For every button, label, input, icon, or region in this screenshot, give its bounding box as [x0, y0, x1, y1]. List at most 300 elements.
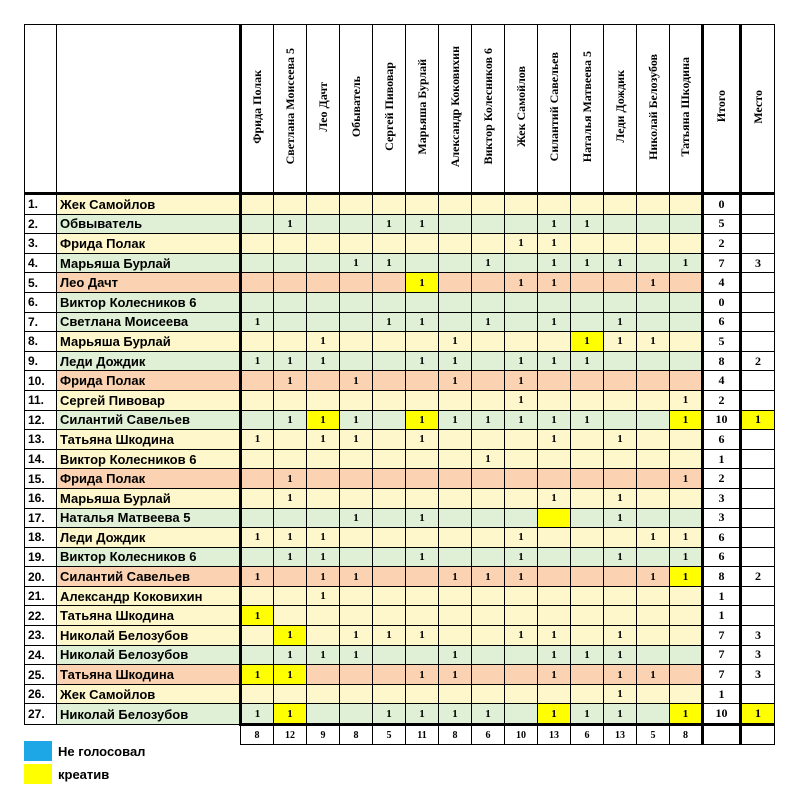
vote-cell: [439, 488, 472, 508]
vote-cell: [571, 312, 604, 332]
vote-cell: [604, 234, 637, 254]
row-place: 2: [741, 567, 775, 587]
vote-cell: [307, 508, 340, 528]
table-row: [25, 704, 775, 725]
vote-cell: 1: [307, 547, 340, 567]
vote-cell: [340, 704, 373, 725]
vote-cell: 1: [439, 410, 472, 430]
vote-cell: 1: [670, 567, 703, 587]
vote-cell: [307, 665, 340, 685]
column-total: 5: [373, 725, 406, 745]
vote-cell: [406, 684, 439, 704]
vote-cell: [670, 488, 703, 508]
vote-cell: [538, 332, 571, 352]
vote-cell: [241, 469, 274, 489]
column-header-label: Фрида Полак: [250, 69, 264, 144]
vote-cell: 1: [604, 488, 637, 508]
place-header: [741, 25, 775, 194]
vote-cell: 1: [274, 488, 307, 508]
vote-cell: [505, 704, 538, 725]
vote-cell: 1: [307, 410, 340, 430]
column-header: [340, 25, 373, 194]
vote-cell: [373, 528, 406, 548]
row-place: [741, 586, 775, 606]
vote-cell: [604, 273, 637, 293]
vote-cell: 1: [307, 332, 340, 352]
vote-cell: [274, 312, 307, 332]
vote-cell: [571, 234, 604, 254]
row-number: 19.: [25, 547, 57, 567]
vote-cell: [274, 508, 307, 528]
vote-cell: [637, 547, 670, 567]
vote-cell: [604, 351, 637, 371]
vote-cell: [373, 547, 406, 567]
vote-cell: [604, 528, 637, 548]
vote-cell: [439, 390, 472, 410]
totals-spacer: [703, 725, 741, 745]
row-total: 7: [703, 253, 741, 273]
vote-cell: [340, 606, 373, 626]
table-row: [25, 351, 775, 371]
vote-cell: 1: [637, 528, 670, 548]
vote-cell: [241, 214, 274, 234]
table-row: [25, 469, 775, 489]
vote-cell: [439, 528, 472, 548]
vote-cell: [472, 528, 505, 548]
column-header: [538, 25, 571, 194]
vote-cell: 1: [406, 273, 439, 293]
table-row: [25, 253, 775, 273]
row-name: Марьяша Бурлай: [57, 488, 241, 508]
vote-cell: 1: [670, 704, 703, 725]
table-row: [25, 586, 775, 606]
row-place: [741, 606, 775, 626]
row-number: 25.: [25, 665, 57, 685]
column-total: 12: [274, 725, 307, 745]
vote-cell: [373, 469, 406, 489]
vote-cell: 1: [637, 665, 670, 685]
vote-cell: [472, 586, 505, 606]
row-place: [741, 488, 775, 508]
vote-cell: [439, 469, 472, 489]
vote-cell: 1: [604, 684, 637, 704]
vote-cell: [472, 665, 505, 685]
vote-cell: [472, 194, 505, 215]
vote-cell: [340, 390, 373, 410]
column-total: 8: [241, 725, 274, 745]
row-place: [741, 332, 775, 352]
vote-cell: 1: [637, 273, 670, 293]
vote-cell: 1: [307, 528, 340, 548]
vote-cell: [472, 214, 505, 234]
table-row: [25, 194, 775, 215]
vote-cell: [637, 645, 670, 665]
vote-cell: [439, 214, 472, 234]
vote-cell: [637, 626, 670, 646]
vote-cell: 1: [439, 704, 472, 725]
vote-cell: [670, 351, 703, 371]
vote-cell: 1: [340, 371, 373, 391]
vote-cell: [307, 214, 340, 234]
row-name: Леди Дождик: [57, 528, 241, 548]
vote-cell: 1: [241, 606, 274, 626]
vote-cell: [472, 430, 505, 450]
vote-cell: 1: [307, 351, 340, 371]
vote-cell: [670, 273, 703, 293]
column-total: 6: [571, 725, 604, 745]
legend-not-voted-label: Не голосовал: [58, 743, 146, 759]
vote-cell: [307, 234, 340, 254]
table-row: [25, 292, 775, 312]
vote-cell: 1: [406, 351, 439, 371]
column-header-label: Александр Коковихин: [447, 45, 462, 168]
row-total: 8: [703, 567, 741, 587]
vote-cell: 1: [406, 704, 439, 725]
column-total: 9: [307, 725, 340, 745]
vote-cell: [472, 645, 505, 665]
row-name: Фрида Полак: [57, 371, 241, 391]
vote-cell: [274, 234, 307, 254]
vote-cell: 1: [538, 234, 571, 254]
total-header-label: Итого: [714, 90, 728, 123]
vote-cell: [274, 567, 307, 587]
vote-cell: 1: [373, 626, 406, 646]
vote-cell: 1: [406, 214, 439, 234]
vote-cell: 1: [604, 253, 637, 273]
column-total: 11: [406, 725, 439, 745]
column-header-label: Светлана Моисеева 5: [282, 48, 297, 165]
vote-cell: [571, 292, 604, 312]
vote-cell: [637, 351, 670, 371]
row-number: 10.: [25, 371, 57, 391]
vote-cell: 1: [340, 253, 373, 273]
row-name: Обвыватель: [57, 214, 241, 234]
column-header-label: Лео Дачт: [315, 81, 330, 132]
row-place: 3: [741, 253, 775, 273]
vote-cell: 1: [340, 567, 373, 587]
vote-cell: [406, 449, 439, 469]
vote-cell: 1: [472, 449, 505, 469]
table-row: [25, 684, 775, 704]
vote-cell: [670, 665, 703, 685]
vote-cell: 1: [439, 332, 472, 352]
vote-cell: 1: [538, 665, 571, 685]
row-number: 5.: [25, 273, 57, 293]
vote-cell: [241, 586, 274, 606]
vote-cell: 1: [340, 410, 373, 430]
vote-cell: [571, 488, 604, 508]
vote-cell: 1: [670, 410, 703, 430]
vote-cell: [406, 390, 439, 410]
vote-cell: [571, 606, 604, 626]
vote-cell: [307, 704, 340, 725]
row-total: 4: [703, 371, 741, 391]
column-header: [241, 25, 274, 194]
vote-cell: 1: [571, 332, 604, 352]
vote-cell: [505, 312, 538, 332]
vote-cell: [406, 194, 439, 215]
vote-cell: [571, 390, 604, 410]
vote-cell: [604, 292, 637, 312]
row-place: [741, 449, 775, 469]
vote-cell: [505, 332, 538, 352]
place-header-label: Место: [750, 89, 765, 124]
row-place: [741, 194, 775, 215]
vote-cell: [241, 547, 274, 567]
vote-cell: 1: [538, 273, 571, 293]
column-total: 8: [340, 725, 373, 745]
row-name: Николай Белозубов: [57, 645, 241, 665]
vote-cell: 1: [274, 214, 307, 234]
vote-cell: [274, 430, 307, 450]
vote-cell: [274, 332, 307, 352]
vote-cell: 1: [472, 253, 505, 273]
vote-cell: [439, 606, 472, 626]
vote-cell: [406, 586, 439, 606]
vote-cell: [340, 214, 373, 234]
vote-cell: [670, 234, 703, 254]
vote-cell: [274, 684, 307, 704]
row-total: 1: [703, 606, 741, 626]
vote-cell: [538, 567, 571, 587]
row-name: Виктор Колесников 6: [57, 292, 241, 312]
vote-cell: [604, 371, 637, 391]
row-name: Фрида Полак: [57, 469, 241, 489]
vote-cell: [472, 469, 505, 489]
vote-cell: [571, 626, 604, 646]
row-total: 6: [703, 547, 741, 567]
vote-cell: [472, 606, 505, 626]
vote-cell: [274, 606, 307, 626]
row-name: Николай Белозубов: [57, 626, 241, 646]
vote-cell: 1: [406, 430, 439, 450]
vote-cell: [307, 626, 340, 646]
vote-cell: [307, 273, 340, 293]
row-total: 0: [703, 194, 741, 215]
vote-cell: [637, 684, 670, 704]
vote-cell: [241, 626, 274, 646]
vote-cell: 1: [505, 273, 538, 293]
row-name: Жек Самойлов: [57, 684, 241, 704]
row-name: Татьяна Шкодина: [57, 430, 241, 450]
row-name: Наталья Матвеева 5: [57, 508, 241, 528]
row-place: [741, 234, 775, 254]
row-place: 3: [741, 626, 775, 646]
row-number: 21.: [25, 586, 57, 606]
total-header: [703, 25, 741, 194]
vote-cell: 1: [505, 626, 538, 646]
vote-cell: 1: [307, 567, 340, 587]
vote-cell: [274, 292, 307, 312]
vote-cell: [406, 234, 439, 254]
column-header-label: Николай Белозубов: [645, 53, 660, 160]
vote-cell: [538, 586, 571, 606]
row-name: Марьяша Бурлай: [57, 332, 241, 352]
row-number: 15.: [25, 469, 57, 489]
vote-cell: [406, 567, 439, 587]
vote-cell: 1: [505, 547, 538, 567]
vote-cell: [373, 332, 406, 352]
vote-cell: [241, 253, 274, 273]
row-name: Александр Коковихин: [57, 586, 241, 606]
row-place: 1: [741, 704, 775, 725]
row-total: 1: [703, 684, 741, 704]
vote-cell: [241, 292, 274, 312]
vote-cell: [439, 626, 472, 646]
vote-cell: [637, 214, 670, 234]
vote-cell: [340, 547, 373, 567]
vote-cell: 1: [505, 567, 538, 587]
row-total: 7: [703, 645, 741, 665]
vote-cell: [439, 547, 472, 567]
vote-cell: 1: [538, 410, 571, 430]
vote-cell: [604, 194, 637, 215]
row-total: 1: [703, 449, 741, 469]
vote-cell: [373, 390, 406, 410]
table-row: [25, 626, 775, 646]
vote-cell: [373, 430, 406, 450]
vote-cell: [505, 665, 538, 685]
row-total: 7: [703, 665, 741, 685]
vote-cell: [340, 194, 373, 215]
row-number: 4.: [25, 253, 57, 273]
vote-cell: [307, 292, 340, 312]
vote-cell: [670, 430, 703, 450]
vote-cell: [241, 234, 274, 254]
row-total: 3: [703, 508, 741, 528]
vote-cell: [670, 371, 703, 391]
vote-cell: 1: [538, 430, 571, 450]
vote-cell: [241, 645, 274, 665]
legend-not-voted-swatch: [24, 741, 52, 761]
row-number: 20.: [25, 567, 57, 587]
table-row: [25, 567, 775, 587]
vote-cell: [571, 449, 604, 469]
vote-cell: 1: [604, 430, 637, 450]
vote-cell: 1: [637, 567, 670, 587]
vote-cell: 1: [604, 645, 637, 665]
row-place: [741, 469, 775, 489]
row-total: 5: [703, 214, 741, 234]
vote-cell: 1: [373, 214, 406, 234]
row-name: Леди Дождик: [57, 351, 241, 371]
vote-cell: [538, 469, 571, 489]
vote-cell: [373, 194, 406, 215]
vote-cell: [439, 194, 472, 215]
vote-cell: [472, 292, 505, 312]
vote-cell: 1: [505, 528, 538, 548]
row-number: 18.: [25, 528, 57, 548]
row-number: 27.: [25, 704, 57, 725]
vote-cell: [340, 292, 373, 312]
column-header-label: Татьяна Шкодина: [678, 56, 692, 157]
row-name: Татьяна Шкодина: [57, 665, 241, 685]
vote-cell: [637, 194, 670, 215]
vote-cell: [670, 626, 703, 646]
vote-cell: [637, 449, 670, 469]
vote-cell: 1: [241, 665, 274, 685]
column-header-label: Наталья Матвеева 5: [579, 50, 594, 163]
vote-cell: [571, 528, 604, 548]
vote-cell: [439, 253, 472, 273]
vote-cell: [571, 665, 604, 685]
table-row: [25, 312, 775, 332]
vote-cell: [439, 234, 472, 254]
vote-cell: 1: [538, 214, 571, 234]
vote-cell: 1: [538, 488, 571, 508]
row-place: [741, 292, 775, 312]
vote-cell: [340, 684, 373, 704]
vote-cell: [538, 508, 571, 528]
vote-cell: [373, 488, 406, 508]
vote-cell: [505, 430, 538, 450]
column-header-label: Обыватель: [348, 75, 363, 138]
vote-cell: [670, 449, 703, 469]
vote-cell: 1: [307, 430, 340, 450]
column-header: [472, 25, 505, 194]
vote-cell: [307, 469, 340, 489]
totals-spacer: [741, 725, 775, 745]
vote-cell: [505, 469, 538, 489]
vote-cell: 1: [307, 586, 340, 606]
row-name: Сергей Пивовар: [57, 390, 241, 410]
table-row: [25, 430, 775, 450]
vote-cell: [637, 410, 670, 430]
vote-cell: 1: [670, 390, 703, 410]
vote-cell: 1: [340, 645, 373, 665]
row-total: 10: [703, 704, 741, 725]
vote-cell: 1: [571, 351, 604, 371]
vote-cell: [406, 292, 439, 312]
vote-cell: [538, 547, 571, 567]
vote-cell: 1: [274, 528, 307, 548]
vote-cell: [472, 547, 505, 567]
column-total: 6: [472, 725, 505, 745]
row-name: Виктор Колесников 6: [57, 449, 241, 469]
vote-cell: [439, 586, 472, 606]
vote-cell: [571, 430, 604, 450]
table-row: [25, 606, 775, 626]
vote-cell: [604, 606, 637, 626]
row-name: Силантий Савельев: [57, 567, 241, 587]
vote-cell: [637, 586, 670, 606]
vote-cell: [373, 371, 406, 391]
table-row: [25, 390, 775, 410]
table-body: [25, 194, 775, 745]
vote-cell: 1: [406, 626, 439, 646]
table-row: [25, 508, 775, 528]
vote-cell: [637, 312, 670, 332]
vote-cell: 1: [274, 351, 307, 371]
vote-cell: [472, 488, 505, 508]
vote-cell: [637, 371, 670, 391]
column-header: [307, 25, 340, 194]
vote-cell: [373, 234, 406, 254]
vote-cell: [670, 292, 703, 312]
vote-cell: [307, 312, 340, 332]
column-header: [274, 25, 307, 194]
row-place: 3: [741, 665, 775, 685]
vote-cell: [406, 606, 439, 626]
row-number: 13.: [25, 430, 57, 450]
table-row: [25, 332, 775, 352]
vote-cell: 1: [274, 469, 307, 489]
row-number: 6.: [25, 292, 57, 312]
row-number: 22.: [25, 606, 57, 626]
column-header-label: Леди Дождик: [612, 70, 627, 143]
row-name: Силантий Савельев: [57, 410, 241, 430]
row-place: [741, 508, 775, 528]
